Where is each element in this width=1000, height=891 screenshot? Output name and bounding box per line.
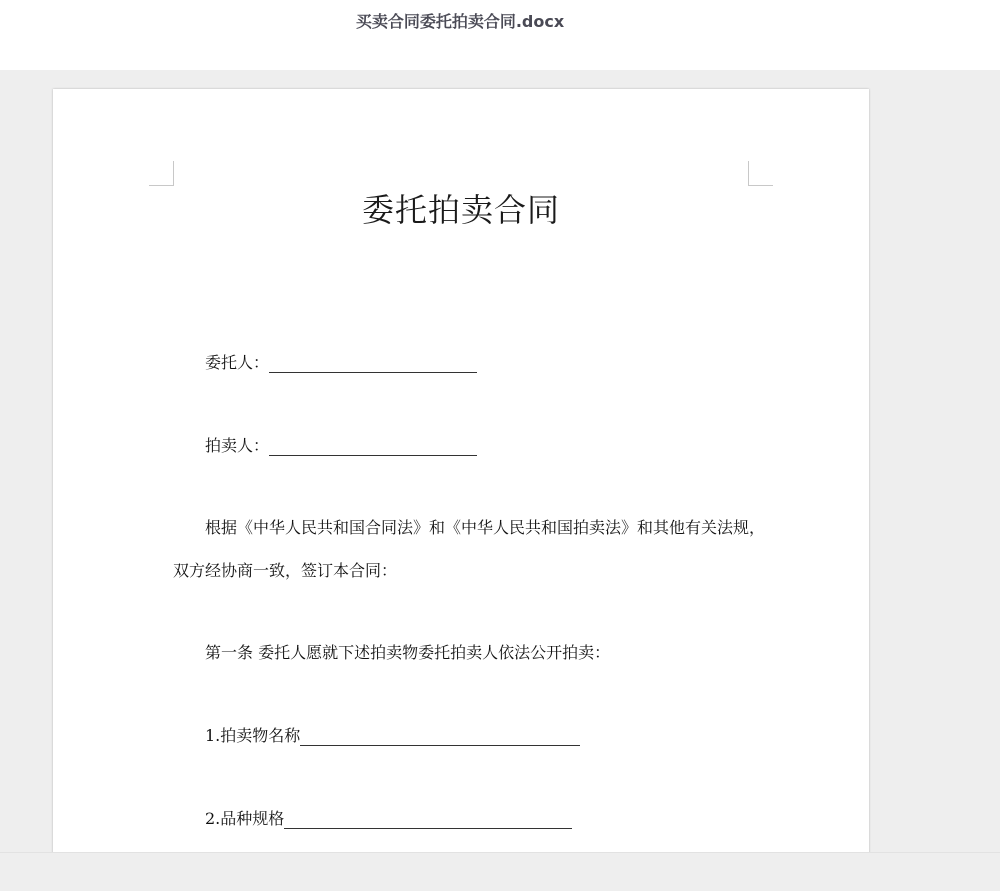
article-1-paragraph: 第一条 委托人愿就下述拍卖物委托拍卖人依法公开拍卖：	[205, 643, 611, 662]
intro-paragraph-line-2: 双方经协商一致，签订本合同：	[173, 561, 398, 580]
item-2-blank	[284, 811, 572, 829]
title-bar	[0, 0, 1000, 70]
margin-corner-mark-top-left	[149, 161, 174, 186]
item-1-blank	[300, 728, 580, 746]
intro-paragraph-line-1: 根据《中华人民共和国合同法》和《中华人民共和国拍卖法》和其他有关法规，	[205, 518, 766, 537]
item-1-line	[205, 726, 580, 746]
item-1-label: 1.拍卖物名称	[205, 726, 301, 745]
document-viewer[interactable]	[0, 70, 1000, 852]
consignor-line	[205, 353, 477, 373]
margin-corner-mark-top-right	[748, 161, 773, 186]
auctioneer-blank	[269, 438, 477, 456]
document-page[interactable]	[53, 89, 869, 852]
auctioneer-line	[205, 436, 477, 456]
item-2-line	[205, 809, 572, 829]
bottom-toolbar-area	[0, 852, 1000, 891]
document-filename: 买卖合同委托拍卖合同.docx	[355, 12, 565, 31]
auctioneer-label: 拍卖人：	[205, 436, 270, 455]
consignor-blank	[269, 355, 477, 373]
document-heading: 委托拍卖合同	[361, 191, 560, 229]
consignor-label: 委托人：	[205, 353, 270, 372]
item-2-label: 2.品种规格	[205, 809, 285, 828]
